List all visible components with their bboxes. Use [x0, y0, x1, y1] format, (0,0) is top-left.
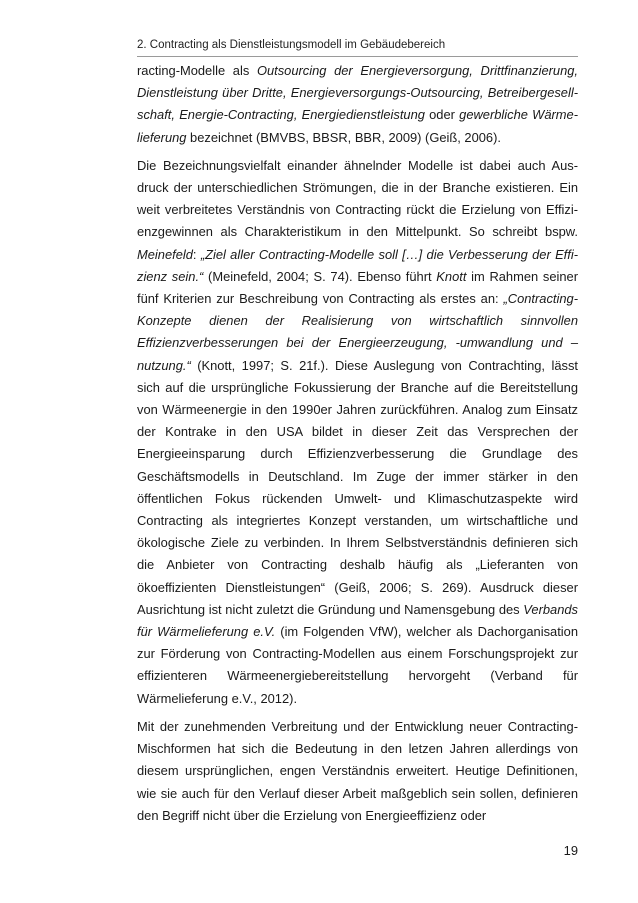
- quotation: „Ziel aller Contracting-Modelle soll […] die Verbesserung der Effi-zienz sein.“: [137, 246, 579, 284]
- running-header: 2. Contracting als Dienstleistungsmodell im Gebäudebereich: [137, 38, 578, 57]
- run: racting-Modelle als: [137, 63, 257, 78]
- page-number: 19: [563, 843, 578, 858]
- run: (Meinefeld, 2004; S. 74). Ebenso führt: [203, 268, 437, 284]
- run: Mit der zunehmenden Verbreitung und der Entwicklung neuer Contracting-Mischformen hat sich die Bedeutung in den letzen Jahren allerdings von diesem ursprünglichen, engen Verständnis erweitert. Heutige Definitionen, wie sie auch für den Verlauf dieser Arbeit maßgeblich sein sollen, definieren den Begriff nicht über die Erzielung von Energieeffizienz oder: [137, 718, 578, 823]
- body-text: [137, 60, 578, 833]
- author-name: Meinefeld: [137, 246, 193, 262]
- organization-name: Verbands für Wärmelieferung e.V.: [137, 601, 578, 640]
- run: :: [192, 246, 201, 262]
- quotation: „Contracting-Konzepte dienen der Realisierung von wirtschaftlich sinnvollen Effizienzverbesserungen bei der Energieerzeugung, -umwandlung und –nutzung.“: [137, 291, 578, 373]
- run-italic: gewerbliche Wärme-lieferung: [137, 107, 578, 145]
- paragraph-1: [137, 60, 578, 149]
- run: im Rahmen seiner fünf Kriterien zur Beschreibung von Contracting als erstes an:: [137, 268, 578, 307]
- paragraph-3: [137, 716, 578, 827]
- run: (Knott, 1997; S. 21f.). Diese Auslegung von Contrachting, lässt sich auf die ursprüngliche Fokussierung der Branche auf die Bereitstellung von Wärmeenergie in den 1990er Jahren zurückführen. Analog zum Einsatz der Kontrake in den USA bildet in dieser Zeit das Versprechen der Energieeinsparung durch Effizienzverbesserung die Grundlage des Geschäftsmodells in Deutschland. Im Zuge der immer stärker in den öffentlichen Fokus rückenden Umwelt- und Klimaschutzaspekte wird Contracting als integriertes Konzept verstanden, um wirtschaftliche und ökologische Ziele zu verbinden. In Ihrem Selbstverständnis definieren sich die Anbieter von Contracting deshalb häufig als „Lieferanten von ökoeffizienten Dienstleistungen“ (Geiß, 2006; S. 269). Ausdruck dieser Ausrichtung ist nicht zuletzt die Gründung und Namensgebung des: [137, 357, 578, 617]
- run: (im Folgenden VfW), welcher als Dachorganisation zur Förderung von Contracting-Modellen aus einem Forschungsprojekt zur effizienteren Wärmeenergiebereitstellung hervorgeht (Verband für Wärmelieferung e.V., 2012).: [137, 624, 578, 706]
- run-italic: Outsourcing der Energieversorgung, Drittfinanzierung, Dienstleistung über Dritte, Energieversorgungs-Outsourcing, Betreibergesell-schaft, Energie-Contracting, Energiedienstleistung: [137, 63, 578, 123]
- run: Die Bezeichnungsvielfalt einander ähnelnder Modelle ist dabei auch Aus-druck der unterschiedlichen Strömungen, die in der Branche existieren. Ein weit verbreitetes Verständnis von Contracting rückt die Erzielung von Effizi-enzgewinnen als Charakteristikum in den Mittelpunkt. So schreibt bspw.: [137, 157, 578, 240]
- author-name: Knott: [436, 268, 467, 284]
- run: oder: [424, 107, 460, 123]
- paragraph-2: [137, 155, 578, 710]
- run: bezeichnet (BMVBS, BBSR, BBR, 2009) (Geiß, 2006).: [186, 129, 501, 145]
